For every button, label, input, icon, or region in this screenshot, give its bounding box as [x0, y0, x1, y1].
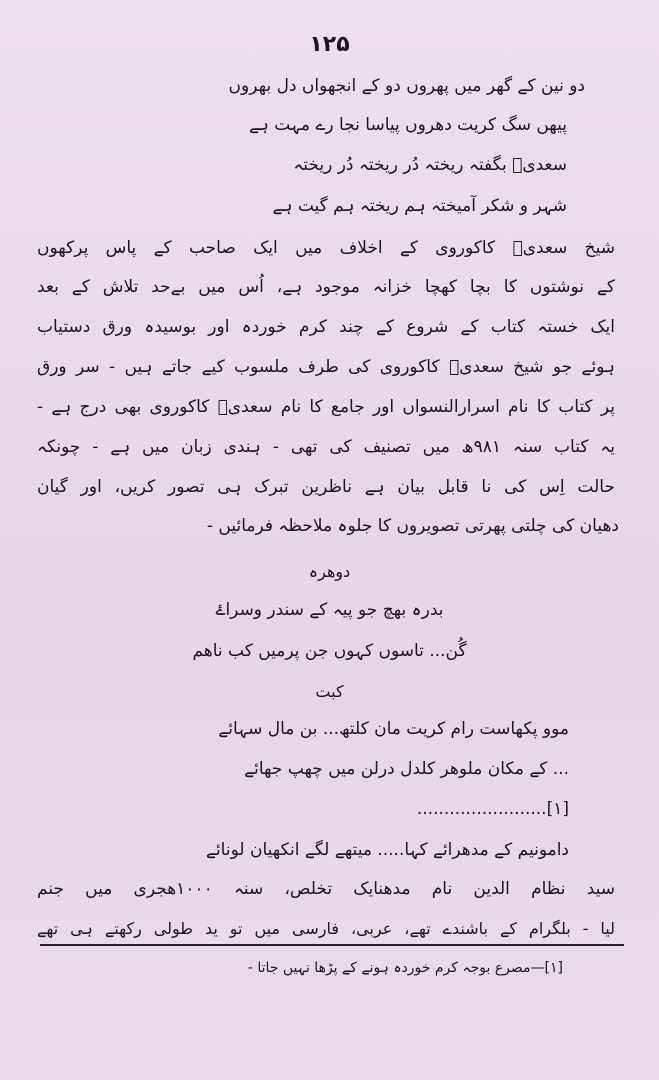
verse-line: سعدیؔ بگفتہ ریختہ دُر ریختہ دُر ریختہ: [293, 155, 567, 175]
kabit-line: دامونیم کے مدھرائے کہا..... میتھے لگے انکھیان لونائے: [205, 840, 569, 860]
kabit-line: موو پکھاست رام کریت مان کلتھ... بن مال سہائے: [218, 719, 569, 739]
prose-line: ایک خستہ کتاب کے شروع کے چند کرم خوردہ اور بوسیدہ ورق دستیاب: [37, 317, 615, 337]
kabit-line: [۱]........................: [416, 799, 569, 819]
footnote-divider: [40, 944, 624, 946]
prose-line: کے نوشتوں کا بچا کھچا خزانہ موجود ہے، اُس میں بےحد تلاش کے بعد: [37, 277, 615, 297]
verse-line: شہر و شکر آمیختہ ہم ریختہ ہم گیت ہے: [272, 196, 567, 216]
doha-line: بدرہ بھچ جو پیہ کے سندر وسراۓ: [215, 600, 444, 620]
kabit-line: ... کے مکان ملوھر کلدل درلن میں چھپ جھائے: [244, 759, 569, 779]
prose-line: لیا - بلگرام کے باشندے تھے، عربی، فارسی میں تو ید طولی رکھتے ہی تھے: [37, 919, 615, 938]
prose-line: سید نظام الدین نام مدھنایک تخلص، سنہ ۱۰۰۰ھجری میں جنم: [37, 879, 615, 899]
prose-line: ہوئے جو شیخ سعدیؔ کاکوروی کی طرف ملسوب کیے جاتے ہیں - سر ورق: [37, 357, 615, 377]
doha-line: گُن... تاسوں کہوں جن پرمیں کب ناھم: [192, 641, 467, 661]
section-heading-kabit: کبت: [315, 682, 344, 701]
prose-line: دھیان کی چلتی پھرتی تصویروں کا جلوہ ملاحظہ فرمائیں -: [206, 516, 619, 536]
footnote: [۱]—مصرع بوجہ کرم خوردہ ہونے کے پڑھا نہیں جاتا -: [247, 960, 563, 976]
section-heading-doha: دوھرہ: [308, 562, 351, 581]
prose-line: یہ کتاب سنہ ۹۸۱ھ میں تصنیف کی تھی - ہندی زبان میں ہے - چونکہ: [37, 437, 615, 457]
prose-line: حالت اِس کی نا قابل بیان ہے ناظرین تبرک ہی تصور کریں، اور گیان: [37, 477, 615, 497]
verse-line: پیھں سگ کریت دھروں پیاسا نجا رے مہت ہے: [248, 115, 567, 135]
prose-line: پر کتاب کا نام اسرارالنسواں اور جامع کا نام سعدیؔ کاکوروی بھی درج ہے -: [37, 397, 615, 417]
verse-line: دو نین کے گھر میں پھروں دو کے انجھواں دل بھروں: [228, 76, 585, 96]
page-number: ۱۲۵: [309, 32, 350, 57]
prose-line: شیخ سعدیؔ کاکوروی کے اخلاف میں ایک صاحب کے پاس پرکھوں: [37, 238, 615, 258]
